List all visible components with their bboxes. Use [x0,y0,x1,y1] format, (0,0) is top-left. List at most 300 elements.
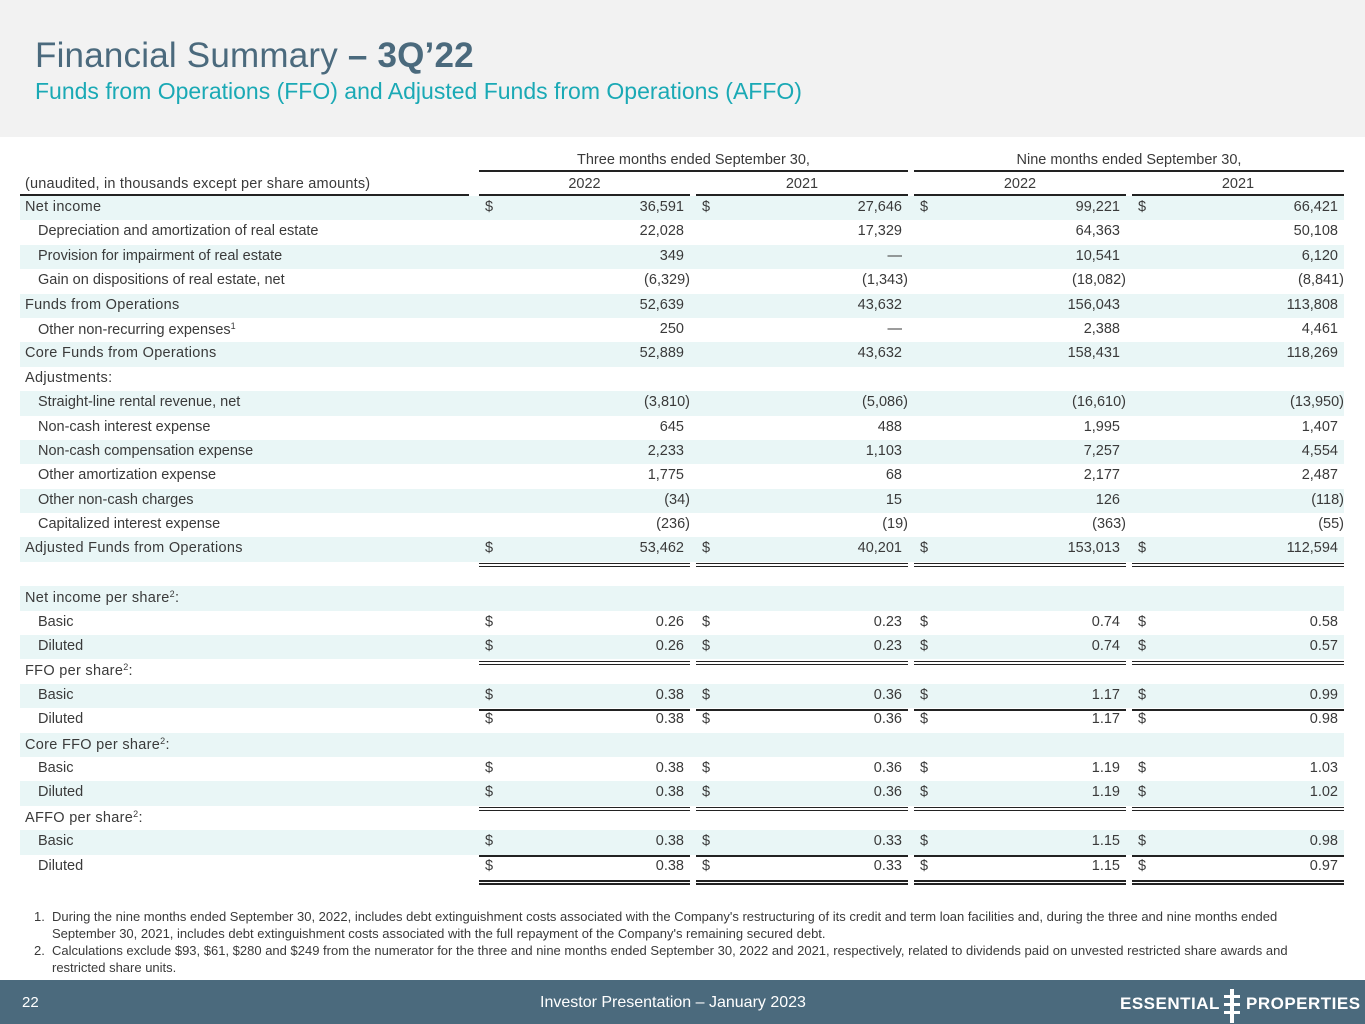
column-group-nine-months: Nine months ended September 30, [1016,152,1242,168]
table-cell [696,199,908,220]
table-cell [479,443,690,464]
cell-value: 0.74 [1091,638,1120,655]
row-label-text: Diluted [38,784,84,801]
currency-symbol: $ [485,540,494,557]
row-label [25,345,217,361]
row-label-text: Diluted [38,857,84,874]
table-cell [914,492,1126,513]
currency-symbol: $ [485,833,494,850]
footnotes [34,908,1334,976]
label-suffix: : [138,809,143,826]
table-cell [914,321,1126,342]
table-cell [479,345,690,366]
table-cell [1132,272,1344,293]
row-label [38,687,73,703]
cell-value: 118,269 [1286,345,1338,362]
table-cell [1132,516,1344,537]
table-cell [1132,638,1344,659]
cell-value: 0.58 [1309,613,1338,630]
year-header: 2022 [568,176,601,192]
table-cell [696,370,908,391]
cell-value: — [887,320,902,337]
footnote-ref: 2 [133,808,139,819]
row-label [38,711,83,727]
table-cell [1132,833,1344,854]
currency-symbol: $ [920,857,929,874]
table-cell [696,272,908,293]
table-cell [914,443,1126,464]
table-cell [479,540,690,561]
row-label-text: Diluted [38,711,84,728]
currency-symbol: $ [702,833,711,850]
table-cell [1132,540,1344,561]
table-cell [914,516,1126,537]
cell-value: 0.36 [873,759,902,776]
table-row [20,830,1344,854]
table-cell [479,565,690,586]
table-cell [696,540,908,561]
table-cell [914,540,1126,561]
row-label [25,589,179,606]
cell-value: 0.33 [873,857,902,874]
table-cell [1132,223,1344,244]
table-row [20,464,1344,488]
currency-symbol: $ [920,711,929,728]
table-cell [914,858,1126,879]
currency-symbol: $ [485,199,494,215]
table-row [20,269,1344,293]
currency-symbol: $ [702,199,711,215]
row-label-text: Other amortization expense [38,467,217,484]
cell-value: (13,950) [1289,394,1344,411]
table-cell [914,394,1126,415]
table-row [20,733,1344,757]
slide-header [0,0,1365,137]
cell-value: (3,810) [644,394,690,411]
currency-symbol: $ [920,784,929,801]
table-cell [696,614,908,635]
cell-value: 1.15 [1091,833,1120,850]
cell-value: 68 [885,467,902,484]
year-header: 2022 [1003,176,1037,192]
row-label-text: Core FFO per share [25,736,161,753]
table-cell [479,614,690,635]
row-label-text: Adjusted Funds from Operations [25,540,243,557]
table-cell [1132,394,1344,415]
footnote [34,942,1334,976]
currency-symbol: $ [485,711,494,728]
table-row [20,513,1344,537]
table-cell [914,370,1126,391]
table-cell [1132,199,1344,220]
cell-value: 1,103 [865,442,902,459]
table-cell [914,223,1126,244]
cell-value: 0.38 [655,833,684,850]
cell-value: 2,388 [1083,320,1120,337]
table-cell [914,345,1126,366]
table-cell [914,272,1126,293]
currency-symbol: $ [920,613,929,630]
table-cell [479,394,690,415]
cell-value: 0.99 [1309,686,1338,703]
table-cell [1132,858,1344,879]
currency-symbol: $ [1138,857,1147,874]
table-cell [914,711,1126,732]
cell-value: 0.38 [655,711,684,728]
cell-value: 158,431 [1067,345,1120,362]
row-label [38,443,253,459]
cell-value: 52,889 [639,345,684,362]
table-row [20,440,1344,464]
row-label-text: FFO per share [25,663,124,680]
cell-value: (236) [656,516,690,533]
currency-symbol: $ [1138,613,1147,630]
cell-value: 1,775 [647,467,684,484]
cell-value: 349 [659,247,684,264]
table-cell [696,589,908,610]
row-label [25,662,133,679]
cell-value: 0.38 [655,759,684,776]
currency-symbol: $ [485,613,494,630]
table-cell [914,760,1126,781]
currency-symbol: $ [485,857,494,874]
table-cell [479,370,690,391]
cell-value: 0.97 [1309,857,1338,874]
table-row [20,220,1344,244]
cell-value: 99,221 [1075,199,1120,215]
table-cell [479,687,690,708]
currency-symbol: $ [702,613,711,630]
table-row [20,659,1344,683]
cell-value: 0.36 [873,711,902,728]
cell-value: 0.57 [1309,638,1338,655]
cell-value: 22,028 [639,223,684,240]
cell-value: 645 [659,418,684,435]
logo-word-right: PROPERTIES [1246,994,1361,1013]
cell-value: 36,591 [639,199,684,215]
currency-symbol: $ [702,540,711,557]
table-cell [479,467,690,488]
table-cell [696,516,908,537]
table-cell [1132,492,1344,513]
table-cell [696,345,908,366]
cell-value: 0.98 [1309,833,1338,850]
cell-value: 0.98 [1309,711,1338,728]
table-cell [696,492,908,513]
table-cell [696,321,908,342]
table-cell [914,565,1126,586]
cell-value: 1.03 [1309,759,1338,776]
footnote-text: Calculations exclude $93, $61, $280 and $249 from the numerator for the three and nine months ended September 30, 2022 and 2021, respectively, related to dividends paid on unvested restricted share awards and restricted share units. [52,943,1288,975]
table-row [20,416,1344,440]
slide-footer [0,980,1365,1024]
row-label [38,516,220,532]
table-cell [696,662,908,683]
row-label-text: AFFO per share [25,809,134,826]
table-row [20,781,1344,805]
currency-symbol: $ [702,686,711,703]
cell-value: 0.38 [655,784,684,801]
cell-value: 0.33 [873,833,902,850]
table-cell [479,248,690,269]
group-rule-nine [914,170,1344,172]
row-label [38,272,285,288]
table-cell [1132,321,1344,342]
table-cell [479,638,690,659]
table-cell [479,711,690,732]
column-group-three-months: Three months ended September 30, [577,152,810,168]
cell-value: 4,461 [1301,320,1338,337]
cell-value: 1.17 [1091,711,1120,728]
cell-value: 0.38 [655,857,684,874]
table-cell [1132,443,1344,464]
currency-symbol: $ [702,784,711,801]
table-cell [1132,297,1344,318]
table-cell [914,736,1126,757]
row-label-text: Basic [38,833,74,850]
footnote-number: 1. [34,909,45,924]
table-row [20,562,1344,586]
cell-value: 2,233 [647,442,684,459]
table-cell [479,419,690,440]
table-cell [479,321,690,342]
row-label [25,297,180,313]
table-row [20,611,1344,635]
table-cell [479,809,690,830]
footnote-ref: 1 [230,320,236,331]
table-cell [914,784,1126,805]
currency-symbol: $ [920,199,929,215]
currency-symbol: $ [702,857,711,874]
table-cell [1132,589,1344,610]
page-number: 22 [22,994,39,1011]
table-cell [479,223,690,244]
table-cell [914,467,1126,488]
title-main: Financial Summary [35,36,338,75]
currency-symbol: $ [1138,833,1147,850]
cell-value: (16,610) [1071,394,1126,411]
row-label-text: Net income [25,199,102,215]
logo-word-left: ESSENTIAL [1120,994,1220,1013]
cell-value: 52,639 [639,296,684,313]
cell-value: 50,108 [1293,223,1338,240]
currency-symbol: $ [920,638,929,655]
row-label-text: Core Funds from Operations [25,345,217,362]
cell-value: (18,082) [1071,272,1126,289]
row-label-text: Basic [38,686,74,703]
table-cell [479,589,690,610]
table-cell [696,297,908,318]
row-label-text: Capitalized interest expense [38,516,221,533]
row-label [38,419,211,435]
table-row [20,757,1344,781]
footnote-text: During the nine months ended September 30, 2022, includes debt extinguishment costs associated with the Company's restructuring of its credit and term loan facilities and, during the three and nine months ended September 30, 2021, includes debt extinguishment costs associated with the full repayment of the Company's remaining secured debt. [52,909,1278,941]
cell-value: (5,086) [862,394,908,411]
table-cell [479,272,690,293]
cell-value: 27,646 [857,199,902,215]
footnote-number: 2. [34,943,45,958]
cell-value: (118) [1311,491,1344,508]
cell-value: 15 [885,491,902,508]
table-cell [696,784,908,805]
row-label-text: Diluted [38,638,84,655]
table-row [20,391,1344,415]
row-label [38,833,73,849]
table-cell [1132,370,1344,391]
table-row [20,367,1344,391]
cell-value: 0.74 [1091,613,1120,630]
cell-value: (19) [882,516,908,533]
currency-symbol: $ [702,638,711,655]
cell-value: 40,201 [857,540,902,557]
currency-symbol: $ [702,711,711,728]
row-label [25,540,243,556]
row-label [25,809,143,826]
currency-symbol: $ [485,686,494,703]
currency-symbol: $ [1138,711,1147,728]
row-label [38,784,83,800]
cell-value: 6,120 [1301,247,1338,264]
cell-value: 0.36 [873,686,902,703]
table-cell [696,467,908,488]
table-cell [1132,565,1344,586]
financial-table [20,196,1344,879]
cell-value: 64,363 [1075,223,1120,240]
table-cell [479,858,690,879]
table-cell [1132,467,1344,488]
cell-value: (55) [1318,516,1344,533]
table-cell [479,492,690,513]
currency-symbol: $ [1138,638,1147,655]
currency-symbol: $ [702,759,711,776]
cell-value: 156,043 [1067,296,1120,313]
table-cell [914,638,1126,659]
cell-value: 1.15 [1091,857,1120,874]
row-label-text: Straight-line rental revenue, net [38,394,241,411]
units-label: (unaudited, in thousands except per share amounts) [25,176,371,192]
table-cell [1132,760,1344,781]
year-header: 2021 [1221,176,1255,192]
table-cell [479,199,690,220]
table-cell [696,736,908,757]
row-label [25,370,112,386]
cell-value: 17,329 [857,223,902,240]
row-label [25,199,101,215]
table-cell [914,662,1126,683]
cell-value: 1.19 [1091,759,1120,776]
group-rule-three [479,170,908,172]
table-row [20,342,1344,366]
cell-value: 1.19 [1091,784,1120,801]
cell-value: (8,841) [1298,272,1344,289]
row-label-text: Depreciation and amortization of real estate [38,223,319,240]
table-cell [1132,345,1344,366]
currency-symbol: $ [485,638,494,655]
cell-value: 0.26 [655,638,684,655]
row-label-text: Basic [38,759,74,776]
footer-title: Investor Presentation – January 2023 [540,994,806,1011]
table-row [20,537,1344,561]
table-row [20,196,1344,220]
table-row [20,635,1344,659]
table-cell [479,297,690,318]
row-label-text: Other non-cash charges [38,491,194,508]
cell-value: 1.17 [1091,686,1120,703]
table-row [20,586,1344,610]
cell-value: 4,554 [1301,442,1338,459]
cell-value: — [887,247,902,264]
table-cell [479,662,690,683]
cell-value: 126 [1095,491,1120,508]
cell-value: 0.36 [873,784,902,801]
footnote-ref: 2 [160,735,166,746]
table-cell [914,809,1126,830]
row-label-text: Provision for impairment of real estate [38,247,283,264]
cell-value: 43,632 [857,345,902,362]
row-label-text: Non-cash compensation expense [38,442,254,459]
table-cell [1132,809,1344,830]
table-cell [914,419,1126,440]
cell-value: (363) [1092,516,1126,533]
label-suffix: : [128,663,133,680]
currency-symbol: $ [1138,686,1147,703]
cell-value: 2,487 [1301,467,1338,484]
row-label [38,638,83,654]
cell-value: (1,343) [862,272,908,289]
table-cell [696,419,908,440]
row-label [38,858,83,874]
cell-value: 0.26 [655,613,684,630]
currency-symbol: $ [920,833,929,850]
table-cell [1132,419,1344,440]
title-period: – 3Q’22 [337,36,474,75]
row-label [38,760,73,776]
table-cell [479,833,690,854]
table-cell [696,443,908,464]
table-cell [696,565,908,586]
cell-value: 1,407 [1301,418,1338,435]
table-cell [479,736,690,757]
table-row [20,294,1344,318]
cell-value: 2,177 [1083,467,1120,484]
row-label [38,394,240,410]
table-cell [696,638,908,659]
currency-symbol: $ [485,759,494,776]
currency-symbol: $ [1138,540,1147,557]
cell-value: 43,632 [857,296,902,313]
cell-value: 10,541 [1075,247,1120,264]
table-cell [696,394,908,415]
footnote-ref: 2 [123,662,129,673]
table-cell [914,297,1126,318]
table-cell [914,589,1126,610]
table-cell [479,516,690,537]
cell-value: 113,808 [1286,296,1338,313]
row-label-text: Other non-recurring expenses [38,321,231,338]
row-label-text: Non-cash interest expense [38,418,211,435]
table-cell [696,711,908,732]
currency-symbol: $ [485,784,494,801]
cell-value: 0.23 [873,638,902,655]
company-logo [1120,989,1361,1017]
label-suffix: : [174,590,180,607]
cell-value: 488 [877,418,902,435]
table-row [20,489,1344,513]
row-label [38,248,282,264]
table-row [20,245,1344,269]
table-cell [696,858,908,879]
table-cell [696,809,908,830]
